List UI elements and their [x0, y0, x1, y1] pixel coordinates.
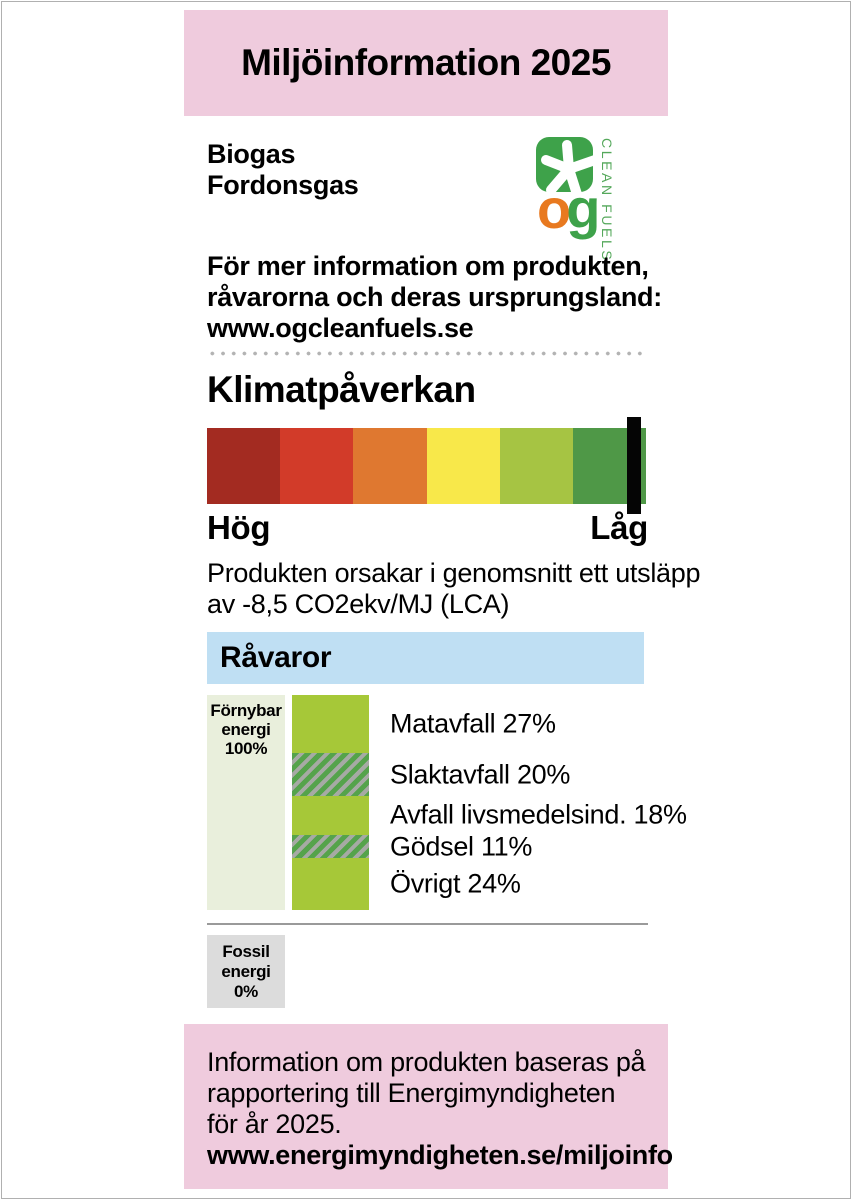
bar-segment: [292, 695, 369, 753]
page-title: Miljöinformation 2025: [241, 42, 611, 83]
scale-label-high: Hög: [207, 509, 271, 546]
logo-og-text: [537, 179, 595, 239]
info-line2: råvarorna och deras ursprungsland:: [207, 282, 662, 312]
fossil-line1: Fossil: [222, 942, 270, 961]
fossil-energy-box: [207, 935, 285, 1008]
feedstock-chart: [207, 695, 687, 910]
scale-endpoint-labels: [207, 509, 648, 547]
product-name-line2: Fordonsgas: [207, 170, 359, 200]
renewable-line2: energi: [221, 720, 271, 739]
info-url: www.ogcleanfuels.se: [207, 313, 474, 343]
product-name: [207, 139, 359, 201]
footer-line2: rapportering till Energimyndigheten: [207, 1078, 616, 1108]
bar-segment: [292, 796, 369, 835]
og-clean-fuels-logo: [536, 133, 620, 263]
segment-label: Avfall livsmedelsind. 18%: [390, 799, 687, 830]
climate-scale: [207, 428, 646, 504]
scale-marker: [627, 417, 641, 514]
logo-letter-g: g: [566, 177, 596, 240]
fossil-value: 0%: [234, 982, 258, 1001]
scale-segment: [500, 428, 573, 504]
segment-label: Gödsel 11%: [390, 831, 533, 862]
renewable-line1: Förnybar: [210, 701, 282, 720]
footer-line3: för år 2025.: [207, 1109, 342, 1139]
emission-description: [207, 558, 700, 620]
fossil-line2: energi: [221, 962, 271, 981]
product-name-line1: Biogas: [207, 139, 296, 169]
feedstock-labels: [390, 695, 687, 910]
emission-line1: Produkten orsakar i genomsnitt ett utsläpp: [207, 558, 701, 588]
footer-banner: [184, 1024, 673, 1189]
renewable-energy-box: [207, 695, 285, 910]
more-info-text: [207, 251, 662, 344]
scale-label-low: Låg: [590, 509, 648, 546]
logo-clean-fuels-text: CLEAN FUELS: [599, 138, 615, 263]
header-banner: [184, 10, 668, 116]
info-line1: För mer information om produkten,: [207, 251, 649, 281]
raw-materials-title: Råvaror: [220, 641, 332, 674]
emission-line2: av -8,5 CO2ekv/MJ (LCA): [207, 589, 510, 619]
renewable-value: 100%: [224, 739, 268, 758]
scale-segment: [427, 428, 500, 504]
segment-label: Slaktavfall 20%: [390, 759, 571, 790]
scale-segment: [280, 428, 353, 504]
raw-materials-header: [207, 632, 644, 684]
bar-segment: [292, 753, 369, 796]
scale-segment: [353, 428, 426, 504]
bar-segment: [292, 835, 369, 859]
segment-label: Övrigt 24%: [390, 868, 521, 899]
bar-segment: [292, 858, 369, 910]
feedstock-bar: [292, 695, 369, 910]
footer-line1: Information om produkten baseras på: [207, 1047, 646, 1077]
dotted-divider: [207, 351, 645, 356]
climate-impact-title: Klimatpåverkan: [207, 369, 476, 410]
logo-letter-o: o: [537, 177, 567, 240]
section-divider-line: [207, 923, 648, 925]
scale-segment: [207, 428, 280, 504]
footer-url: www.energimyndigheten.se/miljoinfo: [207, 1140, 673, 1170]
segment-label: Matavfall 27%: [390, 708, 556, 739]
